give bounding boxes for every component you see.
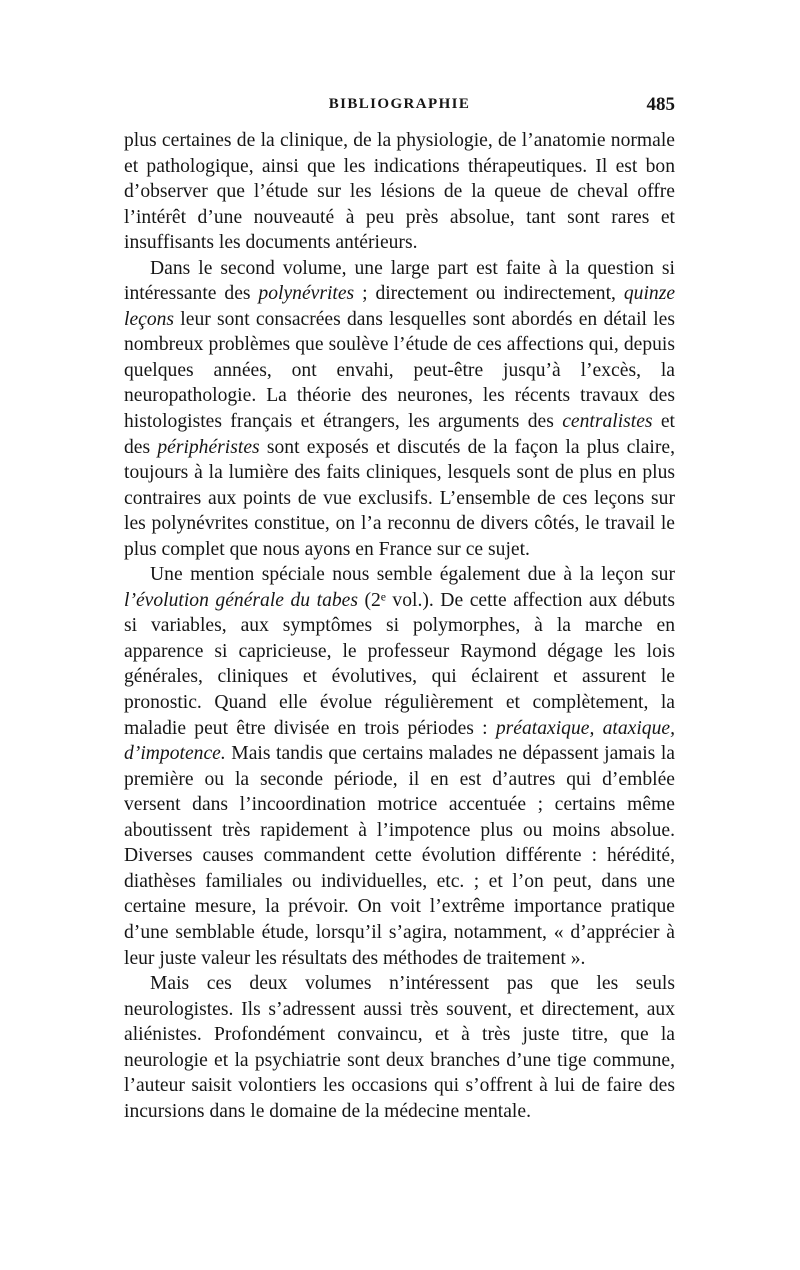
body-text <box>124 128 675 1124</box>
text-run: ; directement ou indirectement, <box>354 283 624 305</box>
text-run: Dans le second volume, une large part est faite à la question si intéressante des <box>124 257 675 305</box>
text-run: Mais tandis que certains malades ne dépassent jamais la première ou la seconde période, il en est d’autres qui d’emblée versent dans l’incoordination motrice accentuée ; certains même aboutissent très rapidement à l’impotence plus ou moins absolue. Diverses causes commandent cette évolution différente : hérédité, diathèses familiales ou individuelles, etc. ; et l’on peut, dans une certaine mesure, la prévoir. On voit l’extrême importance pratique d’une semblable étude, lorsqu’il s’agira, notamment, « d’apprécier à leur juste valeur les résultats des méthodes de traitement ». <box>124 743 675 969</box>
italic-phrase: quinze leçons <box>124 283 676 330</box>
italic-phrase: l’évolution générale du tabes <box>124 589 358 611</box>
text-run: Une mention spéciale nous semble également due à la leçon sur <box>150 564 675 586</box>
text-run: Mais ces deux volumes n’intéressent pas que les seuls neurologistes. Ils s’adressent aussi très souvent, et directement, aux aliénistes. Profondément convaincu, et à très juste titre, que la neurologie et la psychiatrie sont deux branches d’une tige commune, l’auteur saisit volontiers les occasions qui s’offrent à lui de faire des incursions dans le domaine de la médecine mentale. <box>124 973 675 1122</box>
text-run: leur sont consacrées dans lesquelles sont abordés en détail les nombreux problèmes que soulève l’étude de ces affections qui, depuis quelques années, ont envahi, peut-être jusqu’à l’excès, la neuropathologie. La théorie des neurones, les récents travaux des histologistes français et étrangers, les arguments des <box>124 308 675 433</box>
paragraph <box>124 971 675 1124</box>
paragraph <box>124 562 675 971</box>
italic-phrase: polynévrites <box>258 283 355 305</box>
italic-phrase: préataxique, ataxique, d’impotence. <box>124 717 675 765</box>
page-number: 485 <box>646 94 675 115</box>
italic-phrase: périphéristes <box>157 436 260 458</box>
running-header <box>124 96 675 122</box>
paragraph <box>124 256 675 563</box>
paragraph <box>124 128 675 256</box>
text-run: (2ᵉ vol.). De cette affection aux débuts si variables, aux symptômes si polymorphes, à la marche en apparence si capricieuse, le professeur Raymond dégage les lois générales, cliniques et évolutives, qui éclairent et assurent le pronostic. Quand elle évolue régulièrement et complètement, la maladie peut être divisée en trois périodes : <box>124 589 675 739</box>
text-run: et des <box>124 411 676 458</box>
text-run: sont exposés et discutés de la façon la plus claire, toujours à la lumière des faits cliniques, lesquels sont de plus en plus contraires aux points de vue exclusifs. L’ensemble de ces leçons sur les polynévrites constitue, on l’a reconnu de divers côtés, le travail le plus complet que nous ayons en France sur ce sujet. <box>124 436 675 560</box>
text-run: plus certaines de la clinique, de la physiologie, de l’anatomie normale et pathologique, ainsi que les indications thérapeutiques. Il est bon d’observer que l’étude sur les lésions de la queue de cheval offre l’intérêt d’une nouveauté à peu près absolue, tant sont rares et insuffisants les documents antérieurs. <box>124 130 675 254</box>
running-title: BIBLIOGRAPHIE <box>328 96 471 112</box>
italic-phrase: centralistes <box>562 411 653 433</box>
